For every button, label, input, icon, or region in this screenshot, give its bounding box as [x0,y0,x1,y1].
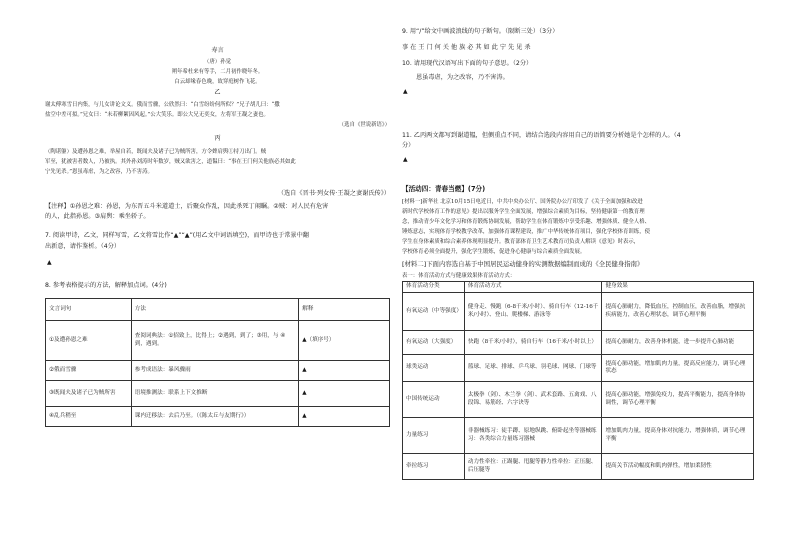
table-cell: 语境推测法：联系上下文推断 [131,381,298,407]
question-10: 10. 请用现代汉语写出下面的句子意思。（2分） [402,60,533,67]
answer-cell[interactable]: ▲ [299,361,390,381]
material-1-line-1: [材料一]新华社 北京10月15日电近日，中共中央办公厅、国务院办公厅印发了《关于全面加强和改进 [402,199,643,205]
activity-4-heading: 【活动四：青春当燃】(7分) [402,185,486,193]
table-cell: 课内迁移法：去后乃至。（《陈太丘与友期行》） [131,407,298,427]
header-cell: 方法 [131,299,298,321]
table-row [403,454,754,480]
annotation-1: 【注释】①孙恩之难：孙恩，为东晋五斗米道道士，后聚众作乱，因此杀死丁闱瞩。②贼：对人民有危害 [45,203,329,210]
answer-marker-7: ▲ [47,259,52,266]
table-cell: 提高心肺功能，增加肌肉力量，提高反应能力，调节心理状态 [602,355,754,382]
table-row [403,418,754,454]
fitness-table-header [403,282,754,293]
answer-cell[interactable]: ▲ [299,407,390,427]
table-row [46,321,390,361]
bing-para-2: 军至，犹被害者数人，乃被执。其外孙刘涛时年数岁，贼又欲害之，道韫曰：“事在王门何关他族必其如此 [45,159,296,165]
answer-marker-11: ▲ [403,156,408,163]
material-1-line-3: 念，推动青少年文化学习和体育锻炼协调发展，帮助学生在体育锻炼中享受乐趣、增强体质、健全人格、 [402,219,650,225]
yi-source: （选自《世说新语》） [338,122,390,128]
table-cell: 动力性牵拉：正踢腿、甩腿等静力性牵拉：正压腿、后压腿等 [464,454,602,480]
header-cell: 体育活动分类 [403,282,465,293]
table-cell: 篮球、足球、排球、乒乓球、羽毛球、网球、门球等 [464,355,602,382]
table-cell: 快跑（8千米/小时），骑自行车（16千米/小时以上） [464,331,602,355]
bing-source: （选自《晋书·列女传·王凝之妻谢氏传》） [277,190,390,197]
table-q8-header [46,299,390,321]
table-cell: ①及遭孙恩之难 [46,321,132,361]
table-cell: 中国传统运动 [403,382,465,418]
table-cell: 球类运动 [403,355,465,382]
annotation-2: 的人，此指孙恩。③肩舆：乘坐轿子。 [45,213,150,220]
yi-para-2: 盐空中差可拟。”兄女曰：“未若柳絮因风起。”公大笑乐。即公大兄无奕女，左将军王凝之妻也。 [45,112,269,118]
table-cell: 非器械练习：徒手蹲、原地纵跳、俯卧起坐等器械练习：各类综合力量练习器械 [464,418,602,454]
table-cell: 查阅词典法：①招致上，比得上；②遇到，到了；③用，与 ④到，遇到。 [131,321,298,361]
poem-line-1: 朔年希杜来有等手，二月初作晓年冬。 [171,69,264,75]
table-cell: 太极拳（剑）、木兰拳（剑）、武术套路、五禽戏、八段锦、易筋经、六字诀等 [464,382,602,418]
table-row [46,361,390,381]
table-cell: ③既闻夫及诸子已为贼所害 [46,381,132,407]
poem-line-2: 白云却缘春色晚，故穿庭树作飞花。 [174,79,261,85]
table-cell: 牵拉练习 [403,454,465,480]
table-row [46,381,390,407]
question-9: 9. 用“/”给文中画波浪线的句子断句。（限断三处）（3分） [402,28,559,35]
material-1-line-2: 新时代学校体育工作的意见》提出以服务学生全面发展，增强综合素质为目标，坚持健康第一的教育理 [402,209,645,215]
question-9-sentence: 事 在 王 门 何 关 他 族 必 其 如 此 宁 先 见 杀 [402,44,531,51]
table-cell: 参考成语法：暴风骤雨 [131,361,298,381]
answer-cell[interactable]: ▲ [299,381,390,407]
table-cell: 提高心肺耐力，降低血压，控制血压，改善血脂，增强抗疾病能力，改善心理状态，调节心理平衡 [602,293,754,331]
table-cell: 有氧运动（大强度） [403,331,465,355]
fitness-table [402,281,754,480]
table-row [46,407,390,427]
table-cell: 有氧运动（中等强度） [403,293,465,331]
table-cell: 提高心肺功能，增强免疫力，提高平衡能力，提高身体协调性，调节心理平衡 [602,382,754,418]
table-cell: 提高关节活动幅度和肌肉弹性，增加柔韧性 [602,454,754,480]
material-1-line-5: 学生在身体素质和综合素养体现明显提升。教育部体育卫生艺术教育司负责人解读《意见》时表示， [402,239,640,245]
material-1-line-6: 学校体育必须全面提升，强化学生锻炼，促进身心健康与综合素质全面发展。 [402,249,586,255]
header-cell: 解释 [299,299,390,321]
section-bing: 丙 [214,135,221,142]
header-cell: 文言词句 [46,299,132,321]
table-cell: 提高心肺耐力，改善身体机能，进一步提升心肺功能 [602,331,754,355]
table-row [403,293,754,331]
material-1-line-4: 锤炼意志，实现体育学校教学改革，加强体育课程建设，推广中华传统体育项目，强化学校体育训练，使 [402,229,650,235]
header-cell: 健身效果 [602,282,754,293]
yi-para-1: 谢太傅寒雪日内集，与儿女讲论文义。俄而雪骤，公欣然曰：“白雪纷纷何所似？”兄子胡儿曰：“撒 [45,102,280,108]
table-cell: 健身走、慢跑（6-8千米/小时）、骑自行车（12-16千米/小时）、登山、爬楼梯、游泳等 [464,293,602,331]
material-2-intro: [材料二]下面内容选自基于中国居民运动健身的实测数据编制而成的《全民健身指南》 [402,260,644,268]
section-yi: 乙 [214,89,221,96]
bing-para-1: （陶谌躯）及遭孙恩之难，举屋自若，既闻夫及诸子已为贼所害，方令婢肩舆①持刀出门。贼 [45,149,267,155]
question-11-line-1: 11. 乙丙两文都写到谢道韫，但侧重点不同，请结合选段内容用自己的语简要分析她是个怎样的人。（4 [402,132,681,139]
table-cell: 增加肌肉力量，提高身体对抗能力，增强体质，调节心理平衡 [602,418,754,454]
question-11-line-2: 分） [402,142,415,149]
table-q8 [45,298,390,427]
question-7-line-2: 出新意，请作鉴析。（4分） [45,243,121,250]
poem-title: 寿言 [211,47,224,54]
table-cell: ④乱兵稍至 [46,407,132,427]
poem-author: （唐）孙觉 [204,59,231,65]
table-cell: 力量练习 [403,418,465,454]
table-row [403,382,754,418]
table-title: 表一：体育活动方式与健康效果体育活动方式： [402,273,516,279]
question-7-line-1: 7. 阅读甲诗，乙文，同样写雪，乙文将雪比作“▲”“▲”(用乙文中词语填空)，而甲诗也于常景中翻 [45,232,309,239]
answer-cell[interactable]: ▲（填序号） [299,321,390,361]
bing-para-3: 宁先见杀。”恩虽毒虐，为之改容，乃不害涛。 [45,169,153,175]
answer-marker-10: ▲ [403,88,408,95]
question-10-sentence: 恩虽毒虐，为之改容，乃不害涛。 [416,74,509,81]
table-cell: ②俄而雪骤 [46,361,132,381]
table-row [403,331,754,355]
question-8: 8. 参考表格提示的方法，解释加点词。(4分) [45,282,167,289]
header-cell: 体育活动方式 [464,282,602,293]
table-row [403,355,754,382]
